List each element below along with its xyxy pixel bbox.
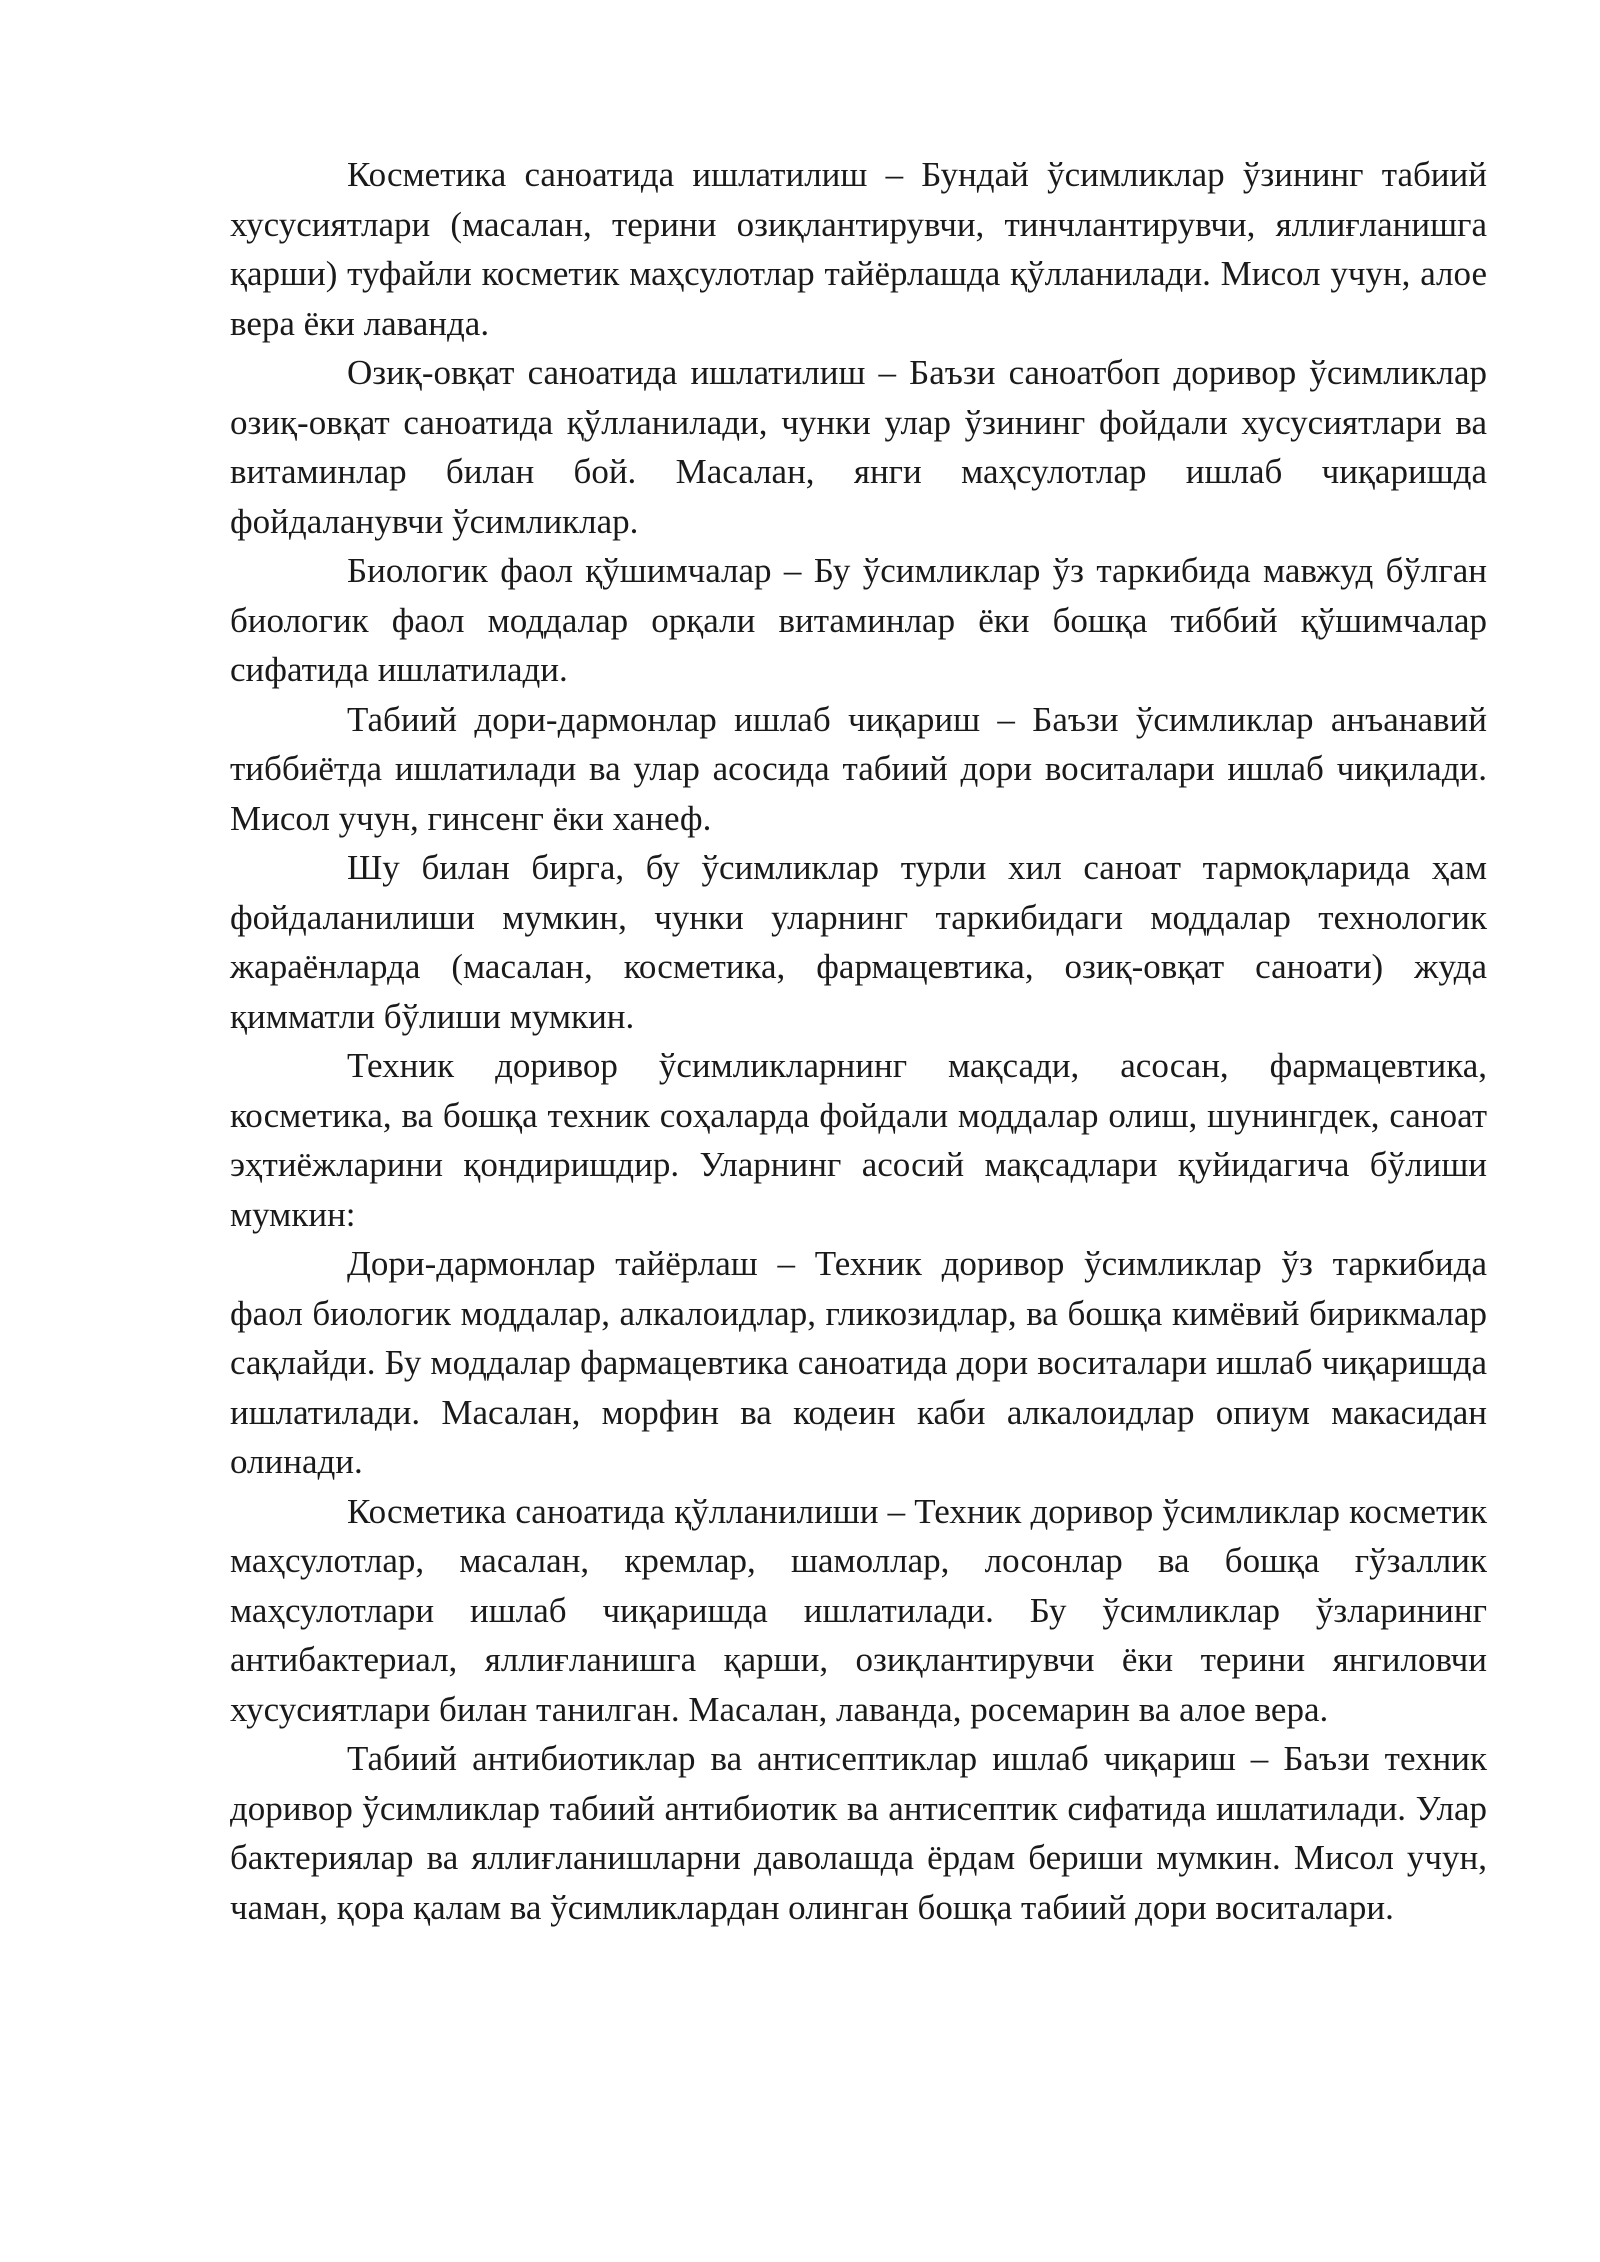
paragraph-cosmetics-use: Косметика саноатида ишлатилиш – Бундай ўсимликлар ўзининг табиий хусусиятлари (масалан, терини озиқлантирувчи, тинчлантирувчи, яллиғланишга қарши) туфайли косметик маҳсулотлар тайёрлашда қўлланилади. Мисол учун, алое вера ёки лаванда. (230, 155, 1487, 343)
paragraph-cosmetics-application: Косметика саноатида қўлланилиши – Техник доривор ўсимликлар косметик маҳсулотлар, масалан, кремлар, шамоллар, лосонлар ва бошқа гўзаллик маҳсулотлари ишлаб чиқаришда ишлатилади. Бу ўсимликлар ўзларининг антибактериал, яллиғланишга қарши, озиқлантирувчи ёки терини янгиловчи хусусиятлари билан танилган. Масалан, лаванда, росемарин ва алое вера. (230, 1491, 1487, 1729)
paragraph-natural-antibiotics: Табиий антибиотиклар ва антисептиклар ишлаб чиқариш – Баъзи техник доривор ўсимликлар табиий антибиотик ва антисептик сифатида ишлатилади. Улар бактериялар ва яллиғланишларни даволашда ёрдам бериши мумкин. Мисол учун, чаман, қора қалам ва ўсимликлардан олинган бошқа табиий дори воситалари. (230, 1739, 1487, 1927)
document-body (230, 150, 1487, 1932)
paragraph-technical-plants-purpose: Техник доривор ўсимликларнинг мақсади, асосан, фармацевтика, косметика, ва бошқа техник соҳаларда фойдали моддалар олиш, шунингдек, саноат эҳтиёжларини қондиришдир. Уларнинг асосий мақсадлари қуйидагича бўлиши мумкин: (230, 1046, 1487, 1234)
paragraph-food-industry-use: Озиқ-овқат саноатида ишлатилиш – Баъзи саноатбоп доривор ўсимликлар озиқ-овқат саноатида қўлланилади, чунки улар ўзининг фойдали хусусиятлари ва витаминлар билан бой. Масалан, янги маҳсулотлар ишлаб чиқаришда фойдаланувчи ўсимликлар. (230, 353, 1487, 541)
paragraph-natural-medicines: Табиий дори-дармонлар ишлаб чиқариш – Баъзи ўсимликлар анъанавий тиббиётда ишлатилади ва улар асосида табиий дори воситалари ишлаб чиқилади. Мисол учун, гинсенг ёки ханеф. (230, 699, 1487, 838)
paragraph-medicine-preparation: Дори-дармонлар тайёрлаш – Техник доривор ўсимликлар ўз таркибида фаол биологик моддалар, алкалоидлар, гликозидлар, ва бошқа кимёвий бирикмалар сақлайди. Бу моддалар фармацевтика саноатида дори воситалари ишлаб чиқаришда ишлатилади. Масалан, морфин ва кодеин каби алкалоидлар опиум макасидан олинади. (230, 1244, 1487, 1481)
paragraph-biological-supplements: Биологик фаол қўшимчалар – Бу ўсимликлар ўз таркибида мавжуд бўлган биологик фаол моддалар орқали витаминлар ёки бошқа тиббий қўшимчалар сифатида ишлатилади. (230, 551, 1487, 689)
paragraph-industrial-uses: Шу билан бирга, бу ўсимликлар турли хил саноат тармоқларида ҳам фойдаланилиши мумкин, чунки уларнинг таркибидаги моддалар технологик жараёнларда (масалан, косметика, фармацевтика, озиқ-овқат саноати) жуда қимматли бўлиши мумкин. (230, 848, 1487, 1036)
